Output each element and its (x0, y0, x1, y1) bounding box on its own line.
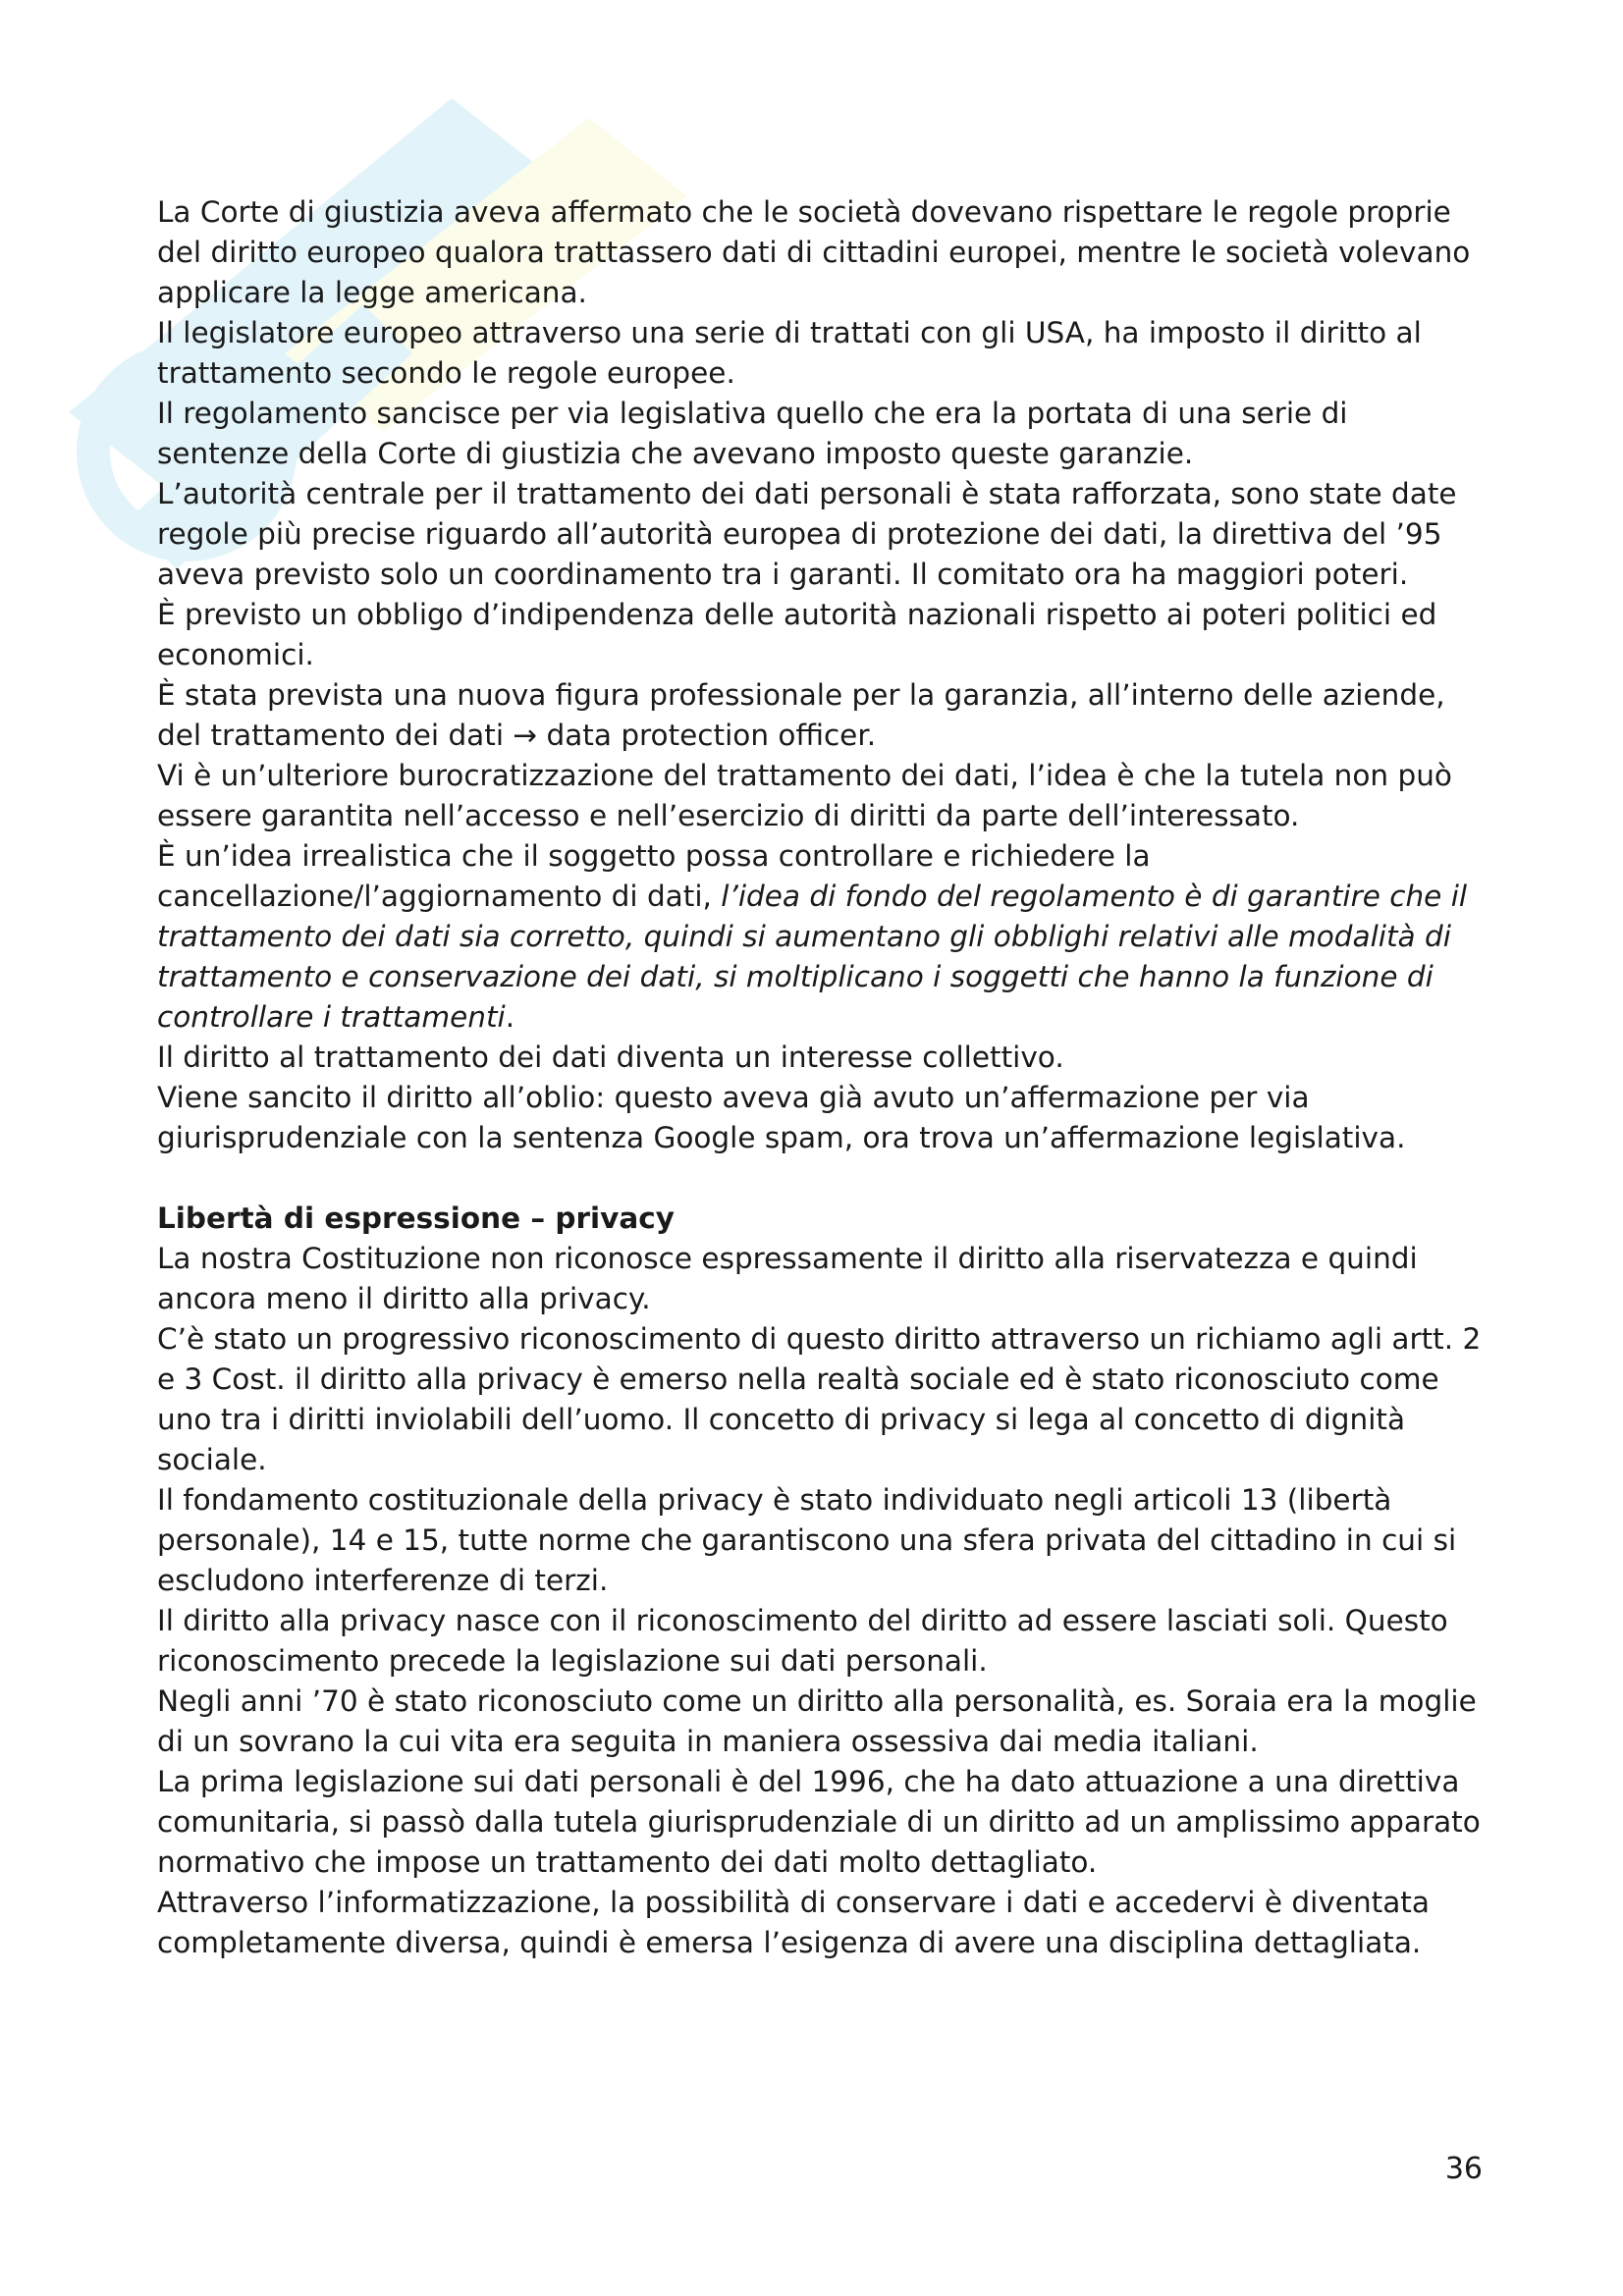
paragraph: Viene sancito il diritto all’oblio: questo aveva già avuto un’affermazione per via giurisprudenziale con la sentenza Google spam, ora trova un’affermazione legislativa. (157, 1081, 1406, 1154)
paragraph: Il regolamento sancisce per via legislativa quello che era la portata di una serie di sentenze della Corte di giustizia che avevano imposto queste garanzie. (157, 397, 1348, 470)
paragraph: È stata prevista una nuova figura professionale per la garanzia, all’interno delle aziende, del trattamento dei dati → data protection officer. (157, 678, 1445, 752)
spacer (157, 1158, 1483, 1199)
paragraph: Il fondamento costituzionale della privacy è stato individuato negli articoli 13 (libertà personale), 14 e 15, tutte norme che garantiscono una sfera privata del cittadino in cui si escludono interferenze di terzi. (157, 1483, 1457, 1597)
paragraph: Il diritto alla privacy nasce con il riconoscimento del diritto ad essere lasciati soli. Questo riconoscimento precede la legislazione sui dati personali. (157, 1604, 1448, 1678)
page-number: 36 (1444, 2152, 1483, 2186)
paragraph-end-part: . (505, 1000, 515, 1034)
paragraph: La Corte di giustizia aveva affermato che le società dovevano rispettare le regole proprie del diritto europeo qualora trattassero dati di cittadini europei, mentre le società volevano applicare la legge americana. (157, 195, 1471, 309)
paragraph-plain-part: È un’idea irrealistica che il soggetto possa controllare e richiedere la cancellazione/l’aggiornamento di dati, (157, 839, 1151, 913)
paragraph: Il diritto al trattamento dei dati diventa un interesse collettivo. (157, 1041, 1064, 1074)
paragraph: Il legislatore europeo attraverso una serie di trattati con gli USA, ha imposto il diritto al trattamento secondo le regole europee. (157, 316, 1422, 390)
paragraph: L’autorità centrale per il trattamento dei dati personali è stata rafforzata, sono state date regole più precise riguardo all’autorità europea di protezione dei dati, la direttiva del ’95 aveva previsto solo un coordinamento tra i garanti. Il comitato ora ha maggiori poteri. (157, 477, 1457, 591)
paragraph: Negli anni ’70 è stato riconosciuto come un diritto alla personalità, es. Soraia era la moglie di un sovrano la cui vita era seguita in maniera ossessiva dai media italiani. (157, 1684, 1477, 1758)
paragraph-mixed (157, 836, 1483, 1038)
paragraph: La prima legislazione sui dati personali è del 1996, che ha dato attuazione a una direttiva comunitaria, si passò dalla tutela giurisprudenziale di un diritto ad un amplissimo apparato normativo che impose un trattamento dei dati molto dettagliato. (157, 1765, 1481, 1879)
paragraph: C’è stato un progressivo riconoscimento di questo diritto attraverso un richiamo agli artt. 2 e 3 Cost. il diritto alla privacy è emerso nella realtà sociale ed è stato riconosciuto come uno tra i diritti inviolabili dell’uomo. Il concetto di privacy si lega al concetto di dignità sociale. (157, 1322, 1482, 1476)
paragraph: È previsto un obbligo d’indipendenza delle autorità nazionali rispetto ai poteri politici ed economici. (157, 598, 1437, 671)
paragraph: La nostra Costituzione non riconosce espressamente il diritto alla riservatezza e quindi ancora meno il diritto alla privacy. (157, 1242, 1418, 1315)
paragraph: Vi è un’ulteriore burocratizzazione del trattamento dei dati, l’idea è che la tutela non può essere garantita nell’accesso e nell’esercizio di diritti da parte dell’interessato. (157, 759, 1452, 832)
page-body (157, 192, 1483, 1963)
paragraph: Attraverso l’informatizzazione, la possibilità di conservare i dati e accedervi è diventata completamente diversa, quindi è emersa l’esigenza di avere una disciplina dettagliata. (157, 1886, 1430, 1959)
section-heading: Libertà di espressione – privacy (157, 1201, 676, 1235)
paragraph-italic-part: l’idea di fondo del regolamento è di garantire che il trattamento dei dati sia corretto, quindi si aumentano gli obblighi relativi alle modalità di trattamento e conservazione dei dati, si moltiplicano i soggetti che hanno la funzione di controllare i trattamenti (157, 880, 1468, 1034)
